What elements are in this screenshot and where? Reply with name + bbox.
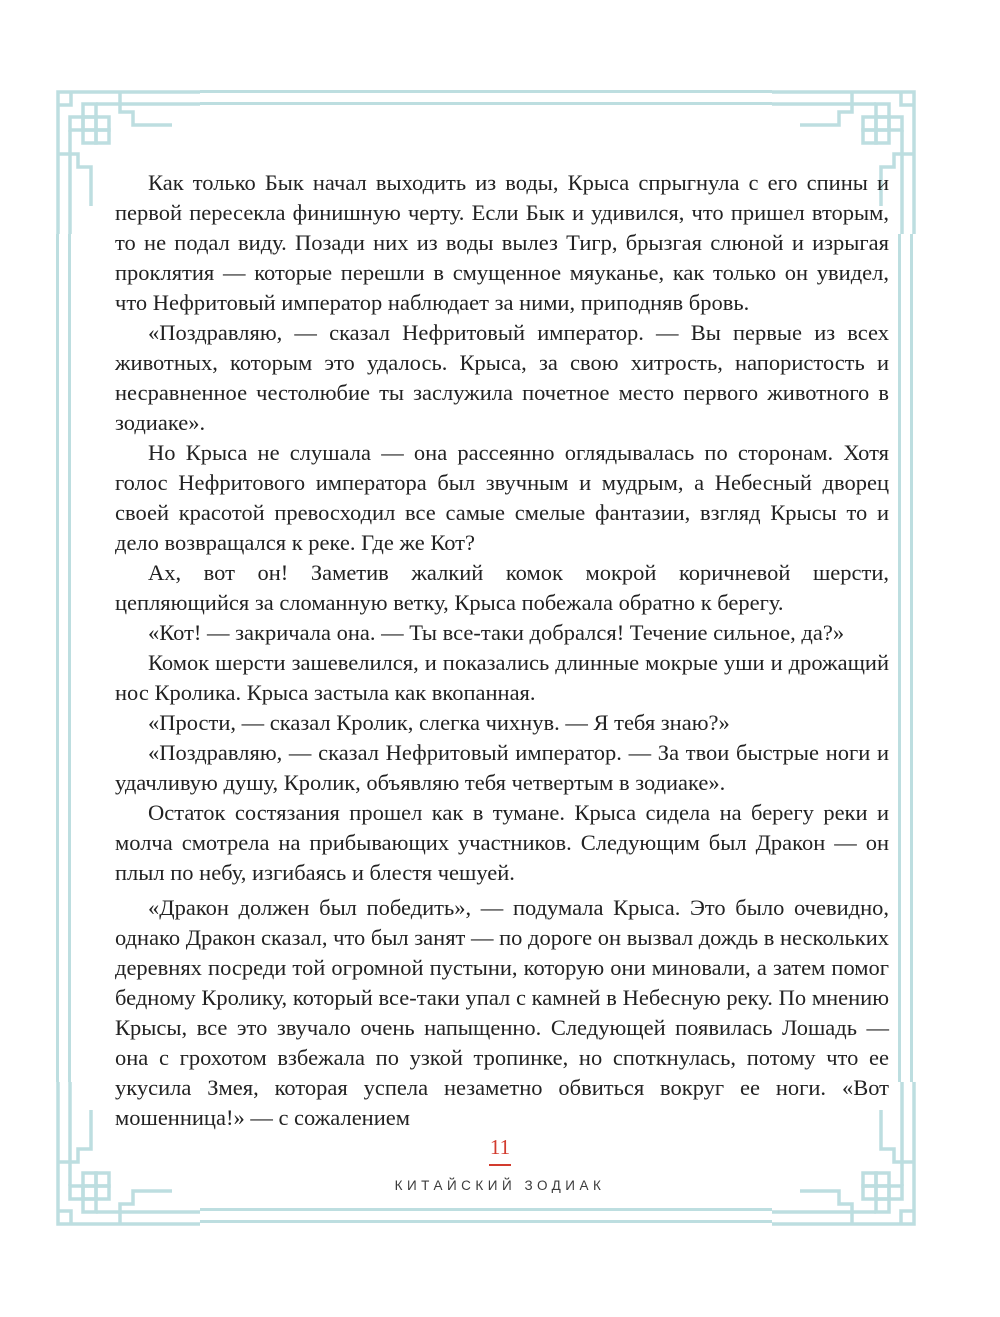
paragraph: «Поздравляю, — сказал Нефритовый император. — Вы первые из всех животных, которым это удалось. Крыса, за свою хитрость, напористость и несравненное честолюбие ты заслужила почетное место первого животного в зодиаке». xyxy=(115,320,889,435)
paragraph: Остаток состязания прошел как в тумане. Крыса сидела на берегу реки и молча смотрела на прибывающих участников. Следующим был Дракон — он плыл по небу, изгибаясь и блестя чешуей. xyxy=(115,800,889,885)
body-text xyxy=(115,168,889,1133)
paragraph: «Дракон должен был победить», — подумала Крыса. Это было очевидно, однако Дракон сказал, что был занят — по дороге он вызвал дождь в нескольких деревнях посреди той огромной пустыни, которую они миновали, а затем помог бедному Кролику, который все-таки упал с камней в Небесную реку. По мнению Крысы, все это звучало очень напыщенно. Следующей появилась Лошадь — она с грохотом взбежала по узкой тропинке, но споткнулась, потому что ее укусила Змея, которая успела незаметно обвиться вокруг ее ноги. «Вот мошенница!» — с сожалением xyxy=(115,895,889,1130)
running-title: КИТАЙСКИЙ ЗОДИАК xyxy=(394,1178,606,1193)
paragraph: «Прости, — сказал Кролик, слегка чихнув. — Я тебя знаю?» xyxy=(148,710,730,735)
page-number: 11 xyxy=(489,1135,511,1159)
paragraph: Ах, вот он! Заметив жалкий комок мокрой коричневой шерсти, цепляющийся за сломанную ветку, Крыса побежала обратно к берегу. xyxy=(115,560,889,615)
paragraph: Но Крыса не слушала — она рассеянно оглядывалась по сторонам. Хотя голос Нефритового императора был звучным и мудрым, а Небесный дворец своей красотой превосходил все самые смелые фантазии, взгляд Крысы то и дело возвращался к реке. Где же Кот? xyxy=(115,440,889,555)
page-number-rule xyxy=(489,1164,511,1166)
paragraph: Комок шерсти зашевелился, и показались длинные мокрые уши и дрожащий нос Кролика. Крыса застыла как вкопанная. xyxy=(115,650,889,705)
paragraph: «Поздравляю, — сказал Нефритовый император. — За твои быстрые ноги и удачливую душу, Кролик, объявляю тебя четвертым в зодиаке». xyxy=(115,740,889,795)
paragraph: Как только Бык начал выходить из воды, Крыса спрыгнула с его спины и первой пересекла финишную черту. Если Бык и удивился, что пришел вторым, то не подал виду. Позади них из воды вылез Тигр, брызгая слюной и изрыгая проклятия — которые перешли в смущенное мяуканье, как только он увидел, что Нефритовый император наблюдает за ними, приподняв бровь. xyxy=(115,170,889,315)
paragraph: «Кот! — закричала она. — Ты все-таки добрался! Течение сильное, да?» xyxy=(148,620,845,645)
